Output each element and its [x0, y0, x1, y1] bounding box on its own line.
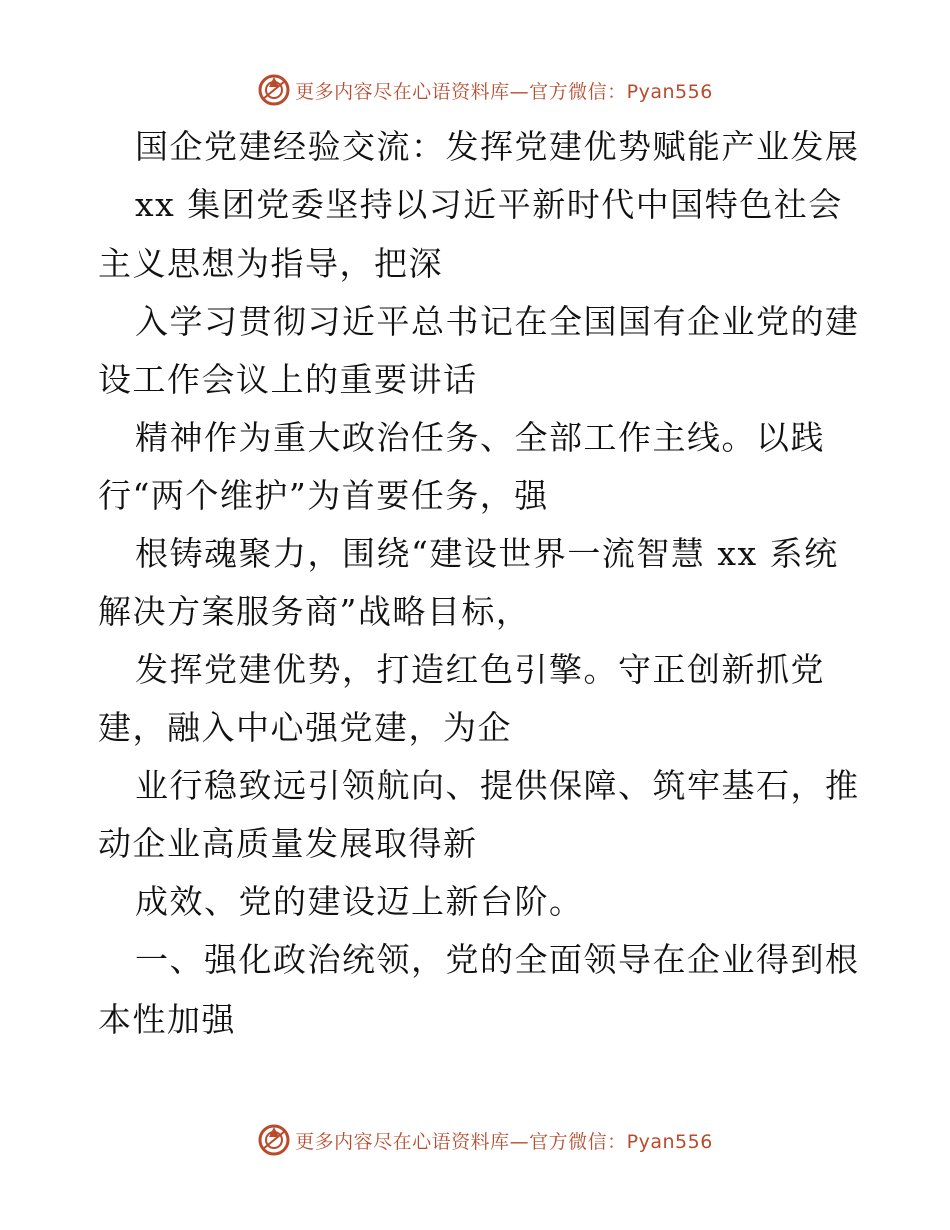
paragraph-line: 成效、党的建设迈上新台阶。 [135, 882, 584, 921]
paragraph-line: 精神作为重大政治任务、全部工作主线。以践 [135, 418, 825, 457]
watermark-text: 更多内容尽在心语资料库—官方微信：Pyan556 [295, 80, 713, 103]
paragraph-line: 设工作会议上的重要讲话 [98, 360, 478, 399]
paragraph-line: 业行稳致远引领航向、提供保障、筑牢基石，推 [135, 766, 860, 805]
watermark-text: 更多内容尽在心语资料库—官方微信：Pyan556 [295, 1130, 713, 1153]
paragraph-line: 入学习贯彻习近平总书记在全国国有企业党的建 [135, 302, 860, 341]
stamp-logo-icon [257, 1123, 291, 1157]
paragraph-line: 根铸魂聚力，围绕“建设世界一流智慧 xx 系统 [135, 534, 839, 573]
stamp-logo-icon [257, 73, 291, 107]
footer-watermark-banner [0, 1120, 950, 1160]
paragraph-line: xx 集团党委坚持以习近平新时代中国特色社会 [135, 185, 843, 224]
paragraph-line: 建，融入中心强党建，为企 [98, 708, 512, 747]
header-watermark-banner [0, 70, 950, 110]
paragraph-line: 发挥党建优势，打造红色引擎。守正创新抓党 [135, 650, 825, 689]
section-heading: 一、强化政治统领，党的全面领导在企业得到根 [135, 940, 860, 979]
paragraph-line: 行“两个维护”为首要任务，强 [98, 476, 549, 515]
section-heading-continued: 本性加强 [98, 1000, 236, 1039]
document-title: 国企党建经验交流：发挥党建优势赋能产业发展 [135, 127, 860, 166]
paragraph-line: 解决方案服务商”战略目标， [98, 592, 531, 631]
paragraph-line: 主义思想为指导，把深 [98, 244, 443, 283]
paragraph-line: 动企业高质量发展取得新 [98, 824, 478, 863]
